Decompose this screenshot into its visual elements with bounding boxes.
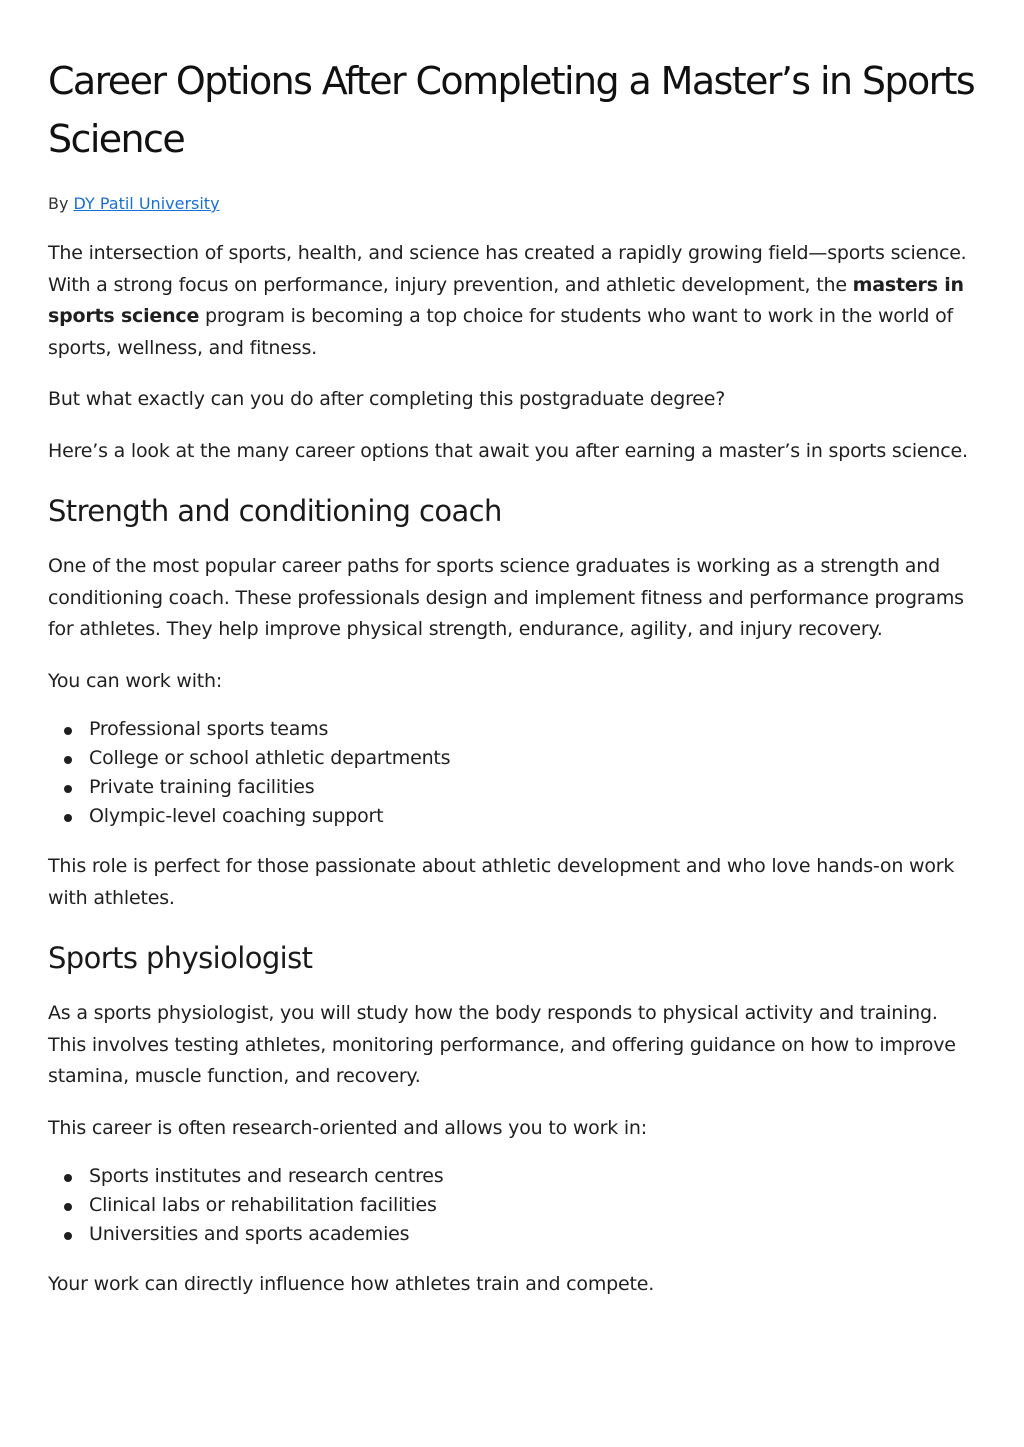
bullet-icon [64,785,72,793]
list-item-text: Professional sports teams [89,718,329,740]
intro-paragraph-2: But what exactly can you do after completing this postgraduate degree? [48,388,726,410]
intro-paragraph-1 [48,238,976,364]
author-link[interactable]: DY Patil University [73,194,220,213]
section-2-paragraph-3: Your work can directly influence how athletes train and compete. [48,1273,655,1295]
section-heading-sports-physiologist: Sports physiologist [48,941,313,975]
byline [48,192,976,216]
list-item [64,1162,976,1191]
article-title: Career Options After Completing a Master’s in Sports Science [48,59,975,161]
list-item [64,715,976,744]
bullet-icon [64,1174,72,1182]
list-item-text: Clinical labs or rehabilitation facilities [89,1194,437,1216]
intro-paragraph-3: Here’s a look at the many career options that await you after earning a master’s in sports science. [48,439,968,462]
list-item-text: Private training facilities [89,776,315,798]
bullet-icon [64,814,72,822]
section-1-paragraph-2: You can work with: [48,669,223,692]
section-2-paragraph-2: This career is often research-oriented and allows you to work in: [48,1116,647,1139]
intro-text-before: The intersection of sports, health, and science has created a rapidly growing field—sports science. With a strong focus on performance, injury prevention, and athletic development, the [48,242,967,296]
intro-text-after: program is becoming a top choice for students who want to work in the world of sports, wellness, and fitness. [48,305,954,359]
bullet-icon [64,1203,72,1211]
list-item [64,744,976,773]
list-item-text: College or school athletic departments [89,747,451,769]
list-item [64,1191,976,1220]
section-1-paragraph-3: This role is perfect for those passionate about athletic development and who love hands-on work with athletes. [48,855,955,909]
intro-keyword: masters in sports science [48,273,964,327]
section-1-paragraph-1: One of the most popular career paths for sports science graduates is working as a strength and conditioning coach. These professionals design and implement fitness and performance programs for athletes. They help improve physical strength, endurance, agility, and injury recovery. [48,555,964,640]
section-2-paragraph-1: As a sports physiologist, you will study how the body responds to physical activity and training. This involves testing athletes, monitoring performance, and offering guidance on how to improve stamina, muscle function, and recovery. [48,1002,956,1087]
list-item [64,802,976,831]
bullet-icon [64,756,72,764]
byline-prefix: By [48,194,69,213]
list-item [64,773,976,802]
bullet-icon [64,727,72,735]
list-item-text: Universities and sports academies [89,1223,410,1245]
list-item-text: Sports institutes and research centres [89,1165,444,1187]
list-item-text: Olympic-level coaching support [89,805,384,827]
bullet-icon [64,1232,72,1240]
list-item [64,1220,976,1249]
section-2-list [48,1162,976,1249]
section-1-list [48,715,976,831]
section-heading-strength-coach: Strength and conditioning coach [48,494,502,528]
